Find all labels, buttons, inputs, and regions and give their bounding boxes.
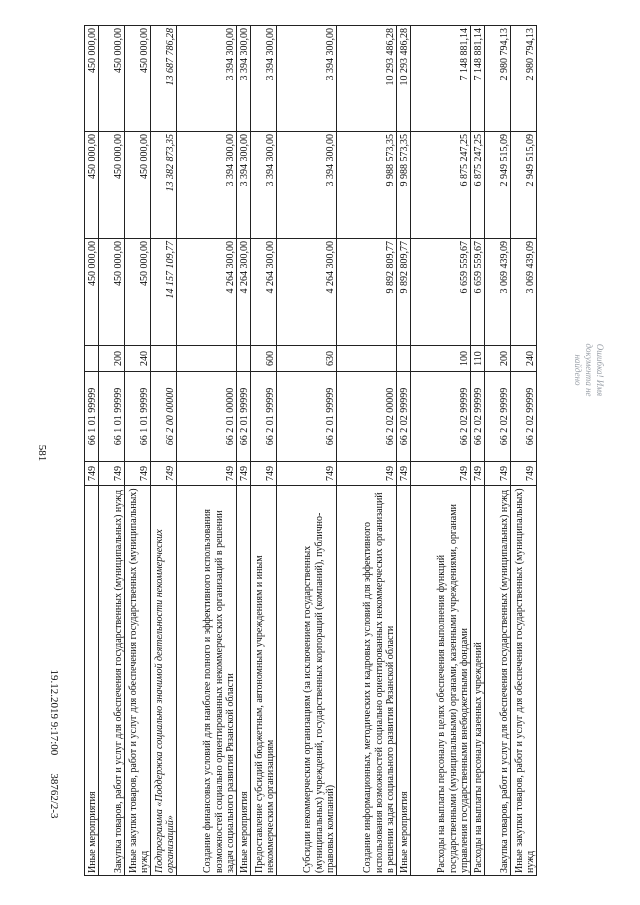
row-amount-1: 6 659 559,67 <box>471 239 485 346</box>
row-grbs-code: 749 <box>511 462 537 486</box>
row-vr-code: 200 <box>99 346 125 372</box>
table-row <box>237 26 251 876</box>
row-csr-code: 66 2 01 00000 <box>177 372 237 462</box>
row-name: Иные мероприятия <box>397 486 411 876</box>
row-name: Закупка товаров, работ и услуг для обеспечения государственных (муниципальных) нужд <box>485 486 511 876</box>
row-csr-code: 66 2 02 99999 <box>471 372 485 462</box>
row-amount-1: 450 000,00 <box>125 239 151 346</box>
table-row <box>411 26 471 876</box>
table-row <box>485 26 511 876</box>
row-amount-2: 13 382 873,35 <box>151 132 177 239</box>
row-amount-3: 3 394 300,00 <box>177 26 237 132</box>
table-row <box>511 26 537 876</box>
row-vr-code: 200 <box>485 346 511 372</box>
row-amount-3: 3 394 300,00 <box>251 26 277 132</box>
footer-timestamp: 19.12.2019 9:17:00 <box>48 669 60 756</box>
row-amount-3: 13 687 786,28 <box>151 26 177 132</box>
row-amount-1: 3 069 439,09 <box>485 239 511 346</box>
row-amount-3: 2 980 794,13 <box>485 26 511 132</box>
row-vr-code: 100 <box>411 346 471 372</box>
footer-doc-id: 38762/2-3 <box>48 773 60 819</box>
budget-table-body <box>85 26 537 876</box>
row-amount-1: 4 264 300,00 <box>251 239 277 346</box>
row-amount-3: 7 148 881,14 <box>411 26 471 132</box>
row-name: Иные закупки товаров, работ и услуг для обеспечения государственных (муниципальных) нужд <box>125 486 151 876</box>
row-grbs-code: 749 <box>337 462 397 486</box>
row-vr-code <box>177 346 237 372</box>
table-row <box>397 26 411 876</box>
row-amount-2: 2 949 515,09 <box>485 132 511 239</box>
row-vr-code <box>85 346 99 372</box>
row-amount-3: 10 293 486,28 <box>337 26 397 132</box>
table-row <box>337 26 397 876</box>
row-csr-code: 66 2 01 99999 <box>251 372 277 462</box>
row-amount-1: 3 069 439,09 <box>511 239 537 346</box>
table-row <box>99 26 125 876</box>
row-amount-2: 6 875 247,25 <box>411 132 471 239</box>
page-number: 581 <box>36 444 48 462</box>
row-amount-2: 3 394 300,00 <box>251 132 277 239</box>
row-csr-code: 66 2 02 99999 <box>411 372 471 462</box>
row-amount-2: 3 394 300,00 <box>237 132 251 239</box>
row-vr-code: 240 <box>125 346 151 372</box>
row-amount-3: 2 980 794,13 <box>511 26 537 132</box>
row-vr-code <box>337 346 397 372</box>
row-amount-3: 450 000,00 <box>125 26 151 132</box>
row-name: Иные мероприятия <box>237 486 251 876</box>
row-csr-code: 66 2 02 99999 <box>397 372 411 462</box>
row-grbs-code: 749 <box>471 462 485 486</box>
row-amount-2: 3 394 300,00 <box>177 132 237 239</box>
row-grbs-code: 749 <box>125 462 151 486</box>
row-amount-2: 9 988 573,35 <box>397 132 411 239</box>
row-grbs-code: 749 <box>251 462 277 486</box>
row-amount-1: 450 000,00 <box>85 239 99 346</box>
row-vr-code: 630 <box>277 346 337 372</box>
budget-table-rotated <box>84 26 536 876</box>
row-csr-code: 66 2 02 00000 <box>337 372 397 462</box>
row-name: Расходы на выплаты персоналу казенных учреждений <box>471 486 485 876</box>
row-name: Иные мероприятия <box>85 486 99 876</box>
row-amount-2: 6 875 247,25 <box>471 132 485 239</box>
row-amount-1: 6 659 559,67 <box>411 239 471 346</box>
row-grbs-code: 749 <box>485 462 511 486</box>
table-row <box>471 26 485 876</box>
row-amount-2: 2 949 515,09 <box>511 132 537 239</box>
row-vr-code <box>237 346 251 372</box>
row-csr-code: 66 2 01 99999 <box>277 372 337 462</box>
table-row <box>151 26 177 876</box>
row-vr-code <box>397 346 411 372</box>
table-row <box>277 26 337 876</box>
row-amount-2: 450 000,00 <box>99 132 125 239</box>
row-grbs-code: 749 <box>237 462 251 486</box>
row-amount-1: 4 264 300,00 <box>277 239 337 346</box>
row-grbs-code: 749 <box>85 462 99 486</box>
table-row <box>251 26 277 876</box>
row-csr-code: 66 1 01 99999 <box>99 372 125 462</box>
row-amount-1: 450 000,00 <box>99 239 125 346</box>
row-name: Подпрограмма «Поддержка социально значимой деятельности некоммерческих организаций» <box>151 486 177 876</box>
row-amount-1: 4 264 300,00 <box>237 239 251 346</box>
row-name: Расходы на выплаты персоналу в целях обеспечения выполнения функций государственными (муниципальными) органами, казенными учреждениями, органами управления государственными внебюджетными фондами <box>411 486 471 876</box>
row-amount-1: 9 892 809,77 <box>397 239 411 346</box>
row-amount-2: 9 988 573,35 <box>337 132 397 239</box>
row-name: Иные закупки товаров, работ и услуг для обеспечения государственных (муниципальных) нужд <box>511 486 537 876</box>
row-name: Создание информационных, методических и кадровых условий для эффективного использования возможностей социально ориентированных некоммерческих организаций в решении задач социального развития Рязанской области <box>337 486 397 876</box>
row-amount-3: 450 000,00 <box>85 26 99 132</box>
row-grbs-code: 749 <box>397 462 411 486</box>
error-stamp: Ошибка! Имя документа не найдено <box>573 343 606 397</box>
row-name: Субсидии некоммерческим организациям (за исключением государственных (муниципальных) учреждений, государственных корпораций (компаний), публично-правовых компаний) <box>277 486 337 876</box>
row-amount-2: 3 394 300,00 <box>277 132 337 239</box>
row-vr-code: 600 <box>251 346 277 372</box>
row-csr-code: 66 2 00 00000 <box>151 372 177 462</box>
row-amount-3: 3 394 300,00 <box>277 26 337 132</box>
row-amount-2: 450 000,00 <box>125 132 151 239</box>
row-vr-code: 240 <box>511 346 537 372</box>
row-amount-1: 14 157 109,77 <box>151 239 177 346</box>
table-row <box>125 26 151 876</box>
table-row <box>177 26 237 876</box>
row-name: Закупка товаров, работ и услуг для обеспечения государственных (муниципальных) нужд <box>99 486 125 876</box>
row-amount-1: 9 892 809,77 <box>337 239 397 346</box>
budget-table <box>84 25 537 876</box>
row-csr-code: 66 2 02 99999 <box>511 372 537 462</box>
row-csr-code: 66 1 01 99999 <box>125 372 151 462</box>
row-amount-3: 10 293 486,28 <box>397 26 411 132</box>
row-amount-1: 4 264 300,00 <box>177 239 237 346</box>
row-amount-3: 3 394 300,00 <box>237 26 251 132</box>
row-csr-code: 66 2 02 99999 <box>485 372 511 462</box>
row-amount-3: 7 148 881,14 <box>471 26 485 132</box>
row-grbs-code: 749 <box>177 462 237 486</box>
footer <box>48 669 60 818</box>
row-amount-3: 450 000,00 <box>99 26 125 132</box>
row-name: Создание финансовых условий для наиболее полного и эффективного использования возможностей социально ориентированных некоммерческих организаций в решении задач социального развития Рязанской области <box>177 486 237 876</box>
row-name: Предоставление субсидий бюджетным, автономным учреждениям и иным некоммерческим организациям <box>251 486 277 876</box>
table-row <box>85 26 99 876</box>
row-grbs-code: 749 <box>99 462 125 486</box>
row-amount-2: 450 000,00 <box>85 132 99 239</box>
row-csr-code: 66 2 01 99999 <box>237 372 251 462</box>
budget-table-container <box>84 26 536 876</box>
row-grbs-code: 749 <box>411 462 471 486</box>
row-vr-code: 110 <box>471 346 485 372</box>
row-vr-code <box>151 346 177 372</box>
row-grbs-code: 749 <box>151 462 177 486</box>
row-grbs-code: 749 <box>277 462 337 486</box>
row-csr-code: 66 1 01 99999 <box>85 372 99 462</box>
